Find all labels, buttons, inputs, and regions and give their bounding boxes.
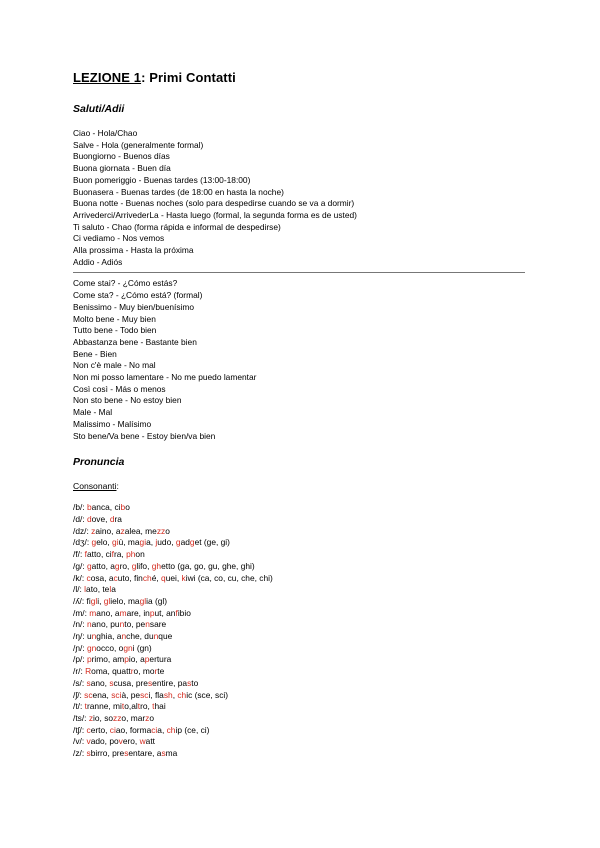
example-text: ranne, mi: [86, 701, 122, 712]
highlighted-letters: v: [118, 736, 123, 747]
example-text: /tʃ/:: [73, 724, 87, 735]
example-text: atto, ci: [86, 549, 112, 560]
consonant-row: [73, 573, 528, 585]
greeting-line: Ci vediamo - Nos vemos: [73, 233, 165, 244]
example-text: /t/:: [73, 701, 85, 712]
highlighted-letters: m: [119, 607, 127, 618]
highlighted-letters: s: [187, 677, 192, 688]
highlighted-letters: ch: [177, 689, 187, 700]
wellbeing-line: Come sta? - ¿Cómo está? (formal): [73, 290, 203, 301]
example-text: que: [158, 631, 173, 642]
example-text: io, a: [128, 654, 145, 665]
example-text: ero,: [122, 736, 140, 747]
example-text: aino, a: [95, 525, 121, 536]
greeting-line: Alla prossima - Hasta la próxima: [73, 245, 194, 256]
wellbeing-line: Benissimo - Muy bien/buenísimo: [73, 301, 195, 312]
example-text: /ŋ/: u: [73, 631, 92, 642]
highlighted-letters: gi: [139, 537, 147, 548]
example-text: ra: [114, 513, 122, 524]
wellbeing-line: Così così - Más o menos: [73, 383, 166, 394]
consonant-row: [73, 561, 528, 573]
example-text: ra,: [113, 549, 127, 560]
example-text: cusa, pre: [113, 677, 148, 688]
highlighted-letters: z: [120, 525, 125, 536]
highlighted-letters: s: [86, 748, 91, 759]
consonant-row: [73, 736, 528, 748]
highlighted-letters: gn: [123, 642, 133, 653]
section-divider: [73, 272, 525, 273]
highlighted-letters: ph: [126, 549, 136, 560]
example-text: oma, quatt: [91, 666, 131, 677]
example-text: i, fla: [148, 689, 164, 700]
subheading-consonanti-colon: :: [116, 481, 119, 492]
example-text: ano,: [90, 677, 110, 688]
example-text: ibio: [177, 607, 191, 618]
document-page: [73, 70, 528, 760]
greeting-line: Addio - Adiós: [73, 256, 123, 267]
example-text: hai: [154, 701, 166, 712]
consonant-row: [73, 690, 528, 702]
greeting-line: Buonasera - Buenas tardes (de 18:00 en hasta la noche): [73, 186, 284, 197]
example-text: ic (sce, sci): [186, 689, 229, 700]
highlighted-letters: d: [86, 513, 92, 524]
example-text: ro,: [119, 560, 132, 571]
highlighted-letters: gh: [151, 560, 162, 571]
highlighted-letters: n: [153, 631, 159, 642]
example-text: ielo, ma: [110, 595, 140, 606]
highlighted-letters: s: [147, 677, 153, 688]
wellbeing-line: Non c'è male - No mal: [73, 360, 156, 371]
highlighted-letters: p: [149, 607, 155, 618]
highlighted-letters: z: [145, 712, 150, 723]
example-text: o, mo: [133, 666, 155, 677]
consonant-row: [73, 643, 528, 655]
highlighted-letters: ch: [142, 572, 152, 583]
consonant-row: [73, 748, 528, 760]
example-text: uei,: [165, 572, 182, 583]
wellbeing-line: Come stai? - ¿Cómo estás?: [73, 278, 178, 289]
example-text: on: [135, 549, 145, 560]
highlighted-letters: g: [86, 560, 92, 571]
example-text: atto, a: [91, 560, 115, 571]
wellbeing-line: Non sto bene - No estoy bien: [73, 395, 182, 406]
example-text: o: [165, 525, 170, 536]
consonant-row: [73, 654, 528, 666]
highlighted-letters: n: [145, 619, 150, 630]
greeting-line: Buona notte - Buenas noches (solo para despedirse cuando se va a dormir): [73, 198, 355, 209]
example-text: elo,: [96, 537, 113, 548]
highlighted-letters: b: [120, 502, 126, 513]
highlighted-letters: n: [86, 619, 92, 630]
highlighted-letters: ci: [109, 724, 116, 735]
consonant-list: [73, 502, 528, 759]
consonant-row: [73, 631, 528, 643]
example-text: erto,: [90, 724, 110, 735]
highlighted-letters: b: [86, 502, 92, 513]
consonant-row: [73, 608, 528, 620]
wellbeing-line: Tutto bene - Todo bien: [73, 325, 157, 336]
highlighted-letters: j: [155, 537, 158, 548]
example-text: o,al: [124, 701, 138, 712]
example-text: che, du: [126, 631, 154, 642]
come-stai-list: [73, 278, 528, 442]
example-text: ano, a: [96, 607, 120, 618]
subheading-consonanti-label: Consonanti: [73, 481, 117, 492]
highlighted-letters: v: [86, 736, 91, 747]
example-text: /k/:: [73, 572, 87, 583]
highlighted-letters: s: [124, 748, 129, 759]
example-text: te: [157, 666, 165, 677]
example-text: /s/:: [73, 677, 87, 688]
example-text: /ʃ/:: [73, 689, 85, 700]
consonant-row: [73, 502, 528, 514]
consonant-row: [73, 725, 528, 737]
highlighted-letters: c: [113, 572, 118, 583]
highlighted-letters: R: [85, 666, 92, 677]
example-text: occo, o: [96, 642, 124, 653]
consonant-row: [73, 701, 528, 713]
subheading-consonanti: [73, 481, 528, 491]
highlighted-letters: n: [91, 631, 97, 642]
lesson-title: [73, 70, 528, 85]
example-text: /z/:: [73, 748, 87, 759]
example-text: ma: [165, 748, 178, 759]
example-text: uto, fin: [117, 572, 143, 583]
example-text: o: [149, 712, 155, 723]
highlighted-letters: p: [86, 654, 92, 665]
highlighted-letters: s: [161, 748, 166, 759]
example-text: /l/:: [73, 584, 85, 595]
greeting-line: Buona giornata - Buen día: [73, 163, 171, 174]
highlighted-letters: d: [109, 513, 115, 524]
greeting-line: Ti saluto - Chao (forma rápida e informal de despedirse): [73, 221, 281, 232]
example-text: ertura: [149, 654, 172, 665]
example-text: entire, pa: [152, 677, 188, 688]
highlighted-letters: q: [161, 572, 166, 583]
example-text: ato, te: [86, 584, 110, 595]
example-text: o: [125, 502, 130, 513]
example-text: rimo, am: [91, 654, 125, 665]
example-text: ia (gl): [146, 595, 168, 606]
example-text: /v/:: [73, 736, 87, 747]
example-text: etto (ga, go, gu, ghe, ghi): [161, 560, 255, 571]
example-text: are, in: [126, 607, 150, 618]
highlighted-letters: z: [91, 525, 96, 536]
example-text: /ɲ/:: [73, 642, 87, 653]
consonant-row: [73, 537, 528, 549]
example-text: to, pe: [124, 619, 146, 630]
example-text: ghia, a: [96, 631, 122, 642]
example-text: à, pe: [121, 689, 141, 700]
highlighted-letters: r: [154, 666, 158, 677]
example-text: ao, forma: [115, 724, 152, 735]
example-text: /ts/:: [73, 712, 89, 723]
consonant-row: [73, 549, 528, 561]
highlighted-letters: g: [131, 560, 137, 571]
example-text: /f/:: [73, 549, 85, 560]
highlighted-letters: sh: [163, 689, 173, 700]
consonant-row: [73, 666, 528, 678]
example-text: /r/:: [73, 666, 86, 677]
highlighted-letters: zz: [156, 525, 166, 536]
example-text: ado, po: [90, 736, 119, 747]
example-text: ,: [172, 689, 178, 700]
example-text: osa, a: [90, 572, 114, 583]
example-text: lifo,: [136, 560, 152, 571]
highlighted-letters: l: [109, 584, 112, 595]
example-text: birro, pre: [90, 748, 125, 759]
highlighted-letters: s: [86, 677, 91, 688]
example-text: alea, me: [124, 525, 157, 536]
highlighted-letters: zz: [113, 712, 122, 723]
example-text: et (ge, gi): [194, 537, 230, 548]
highlighted-letters: r: [130, 666, 134, 677]
example-text: é,: [151, 572, 162, 583]
lesson-title-separator: :: [141, 70, 146, 85]
highlighted-letters: l: [84, 584, 87, 595]
highlighted-letters: gl: [103, 595, 111, 606]
highlighted-letters: gn: [86, 642, 97, 653]
highlighted-letters: n: [119, 619, 125, 630]
example-text: ad: [180, 537, 190, 548]
highlighted-letters: ch: [166, 724, 176, 735]
greeting-line: Ciao - Hola/Chao: [73, 128, 138, 138]
greeting-line: Buongiorno - Buenos días: [73, 151, 170, 162]
highlighted-letters: w: [139, 736, 146, 747]
example-text: a,: [157, 724, 167, 735]
consonant-row: [73, 584, 528, 596]
greeting-line: Arrivederci/ArrivederLa - Hasta luego (formal, la segunda forma es de usted): [73, 209, 357, 220]
example-text: sare: [149, 619, 167, 630]
example-text: io, so: [93, 712, 114, 723]
example-text: /d/:: [73, 513, 87, 524]
wellbeing-line: Abbastanza bene - Bastante bien: [73, 336, 197, 347]
consonant-row: [73, 713, 528, 725]
example-text: ip (ce, ci): [175, 724, 210, 735]
consonant-row: [73, 619, 528, 631]
highlighted-letters: sc: [140, 689, 149, 700]
example-text: /b/:: [73, 502, 87, 513]
wellbeing-line: Molto bene - Muy bien: [73, 313, 156, 324]
highlighted-letters: c: [86, 572, 91, 583]
highlighted-letters: s: [109, 677, 114, 688]
wellbeing-line: Non mi posso lamentare - No me puedo lamentar: [73, 372, 257, 383]
consonant-row: [73, 514, 528, 526]
highlighted-letters: g: [175, 537, 181, 548]
wellbeing-line: Sto bene/Va bene - Estoy bien/va bien: [73, 430, 216, 441]
highlighted-letters: f: [111, 549, 114, 560]
highlighted-letters: z: [88, 712, 94, 723]
example-text: udo,: [157, 537, 176, 548]
highlighted-letters: p: [124, 654, 129, 665]
highlighted-letters: k: [181, 572, 186, 583]
example-text: ove,: [91, 513, 110, 524]
saluti-list: [73, 128, 528, 268]
example-text: /g/:: [73, 560, 87, 571]
highlighted-letters: g: [114, 560, 120, 571]
example-text: entare, a: [128, 748, 162, 759]
example-text: to: [191, 677, 199, 688]
consonant-row: [73, 678, 528, 690]
highlighted-letters: t: [152, 701, 155, 712]
example-text: a: [111, 584, 116, 595]
example-text: iwi (ca, co, cu, che, chi): [185, 572, 273, 583]
highlighted-letters: g: [91, 537, 97, 548]
consonant-row: [73, 596, 528, 608]
highlighted-letters: f: [84, 549, 87, 560]
section-heading-saluti: Saluti/Adii: [73, 103, 125, 115]
highlighted-letters: t: [121, 701, 125, 712]
example-text: ù, ma: [118, 537, 140, 548]
wellbeing-line: Bene - Bien: [73, 348, 117, 359]
example-text: o, mar: [121, 712, 146, 723]
highlighted-letters: gi: [112, 537, 119, 548]
example-text: a,: [146, 537, 156, 548]
wellbeing-line: Male - Mal: [73, 407, 113, 418]
example-text: /m/:: [73, 607, 90, 618]
highlighted-letters: gl: [90, 595, 98, 606]
example-text: anca, ci: [91, 502, 121, 513]
example-text: /dʒ/:: [73, 537, 92, 548]
example-text: ut, an: [154, 607, 176, 618]
highlighted-letters: ci: [151, 724, 158, 735]
example-text: /dz/:: [73, 525, 92, 536]
highlighted-letters: m: [89, 607, 97, 618]
example-text: i,: [97, 595, 104, 606]
example-text: i (gn): [132, 642, 152, 653]
consonant-row: [73, 526, 528, 538]
highlighted-letters: gl: [139, 595, 147, 606]
highlighted-letters: t: [84, 701, 87, 712]
highlighted-letters: f: [175, 607, 178, 618]
wellbeing-line: Malissimo - Malísimo: [73, 418, 152, 429]
example-text: ro,: [140, 701, 153, 712]
highlighted-letters: sci: [111, 689, 122, 700]
example-text: ena,: [92, 689, 112, 700]
lesson-title-name: Primi Contatti: [145, 70, 236, 85]
example-text: /n/:: [73, 619, 87, 630]
example-text: ano, pu: [91, 619, 120, 630]
greeting-line: Buon pomeriggio - Buenas tardes (13:00-18:00): [73, 174, 251, 185]
highlighted-letters: g: [189, 537, 195, 548]
highlighted-letters: sc: [84, 689, 93, 700]
example-text: /p/:: [73, 654, 87, 665]
lesson-title-label: LEZIONE 1: [73, 70, 142, 85]
highlighted-letters: c: [86, 724, 91, 735]
highlighted-letters: n: [121, 631, 127, 642]
highlighted-letters: t: [137, 701, 141, 712]
example-text: /ʎ/: fi: [73, 595, 91, 606]
example-text: att: [145, 736, 155, 747]
highlighted-letters: p: [144, 654, 150, 665]
section-heading-pronuncia: Pronuncia: [73, 456, 125, 469]
greeting-line: Salve - Hola (generalmente formal): [73, 139, 204, 150]
